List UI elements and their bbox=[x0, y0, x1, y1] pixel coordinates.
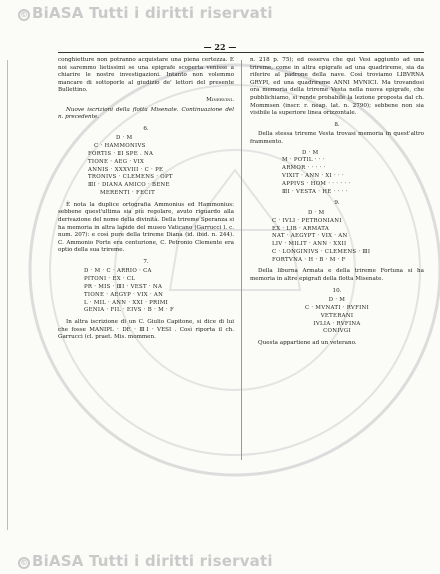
inscription-line: PR · MIS · ⅢI · VEST · NA bbox=[84, 284, 163, 291]
inscription-number-9: 9. bbox=[334, 200, 340, 207]
inscription-line: D · M bbox=[328, 297, 346, 304]
inscription-8 bbox=[250, 150, 424, 197]
left-column bbox=[58, 57, 234, 342]
right-paragraph-4: Questa appartiene ad un veterano. bbox=[258, 340, 357, 347]
inscription-line: D · M bbox=[116, 135, 133, 142]
inscription-line: TIONE · AEGYP · VIX · AN bbox=[84, 291, 164, 298]
inscription-line: ⅢI · VESTA · HE · · · · bbox=[282, 188, 348, 195]
inscription-line: ARMOR · · · · · bbox=[282, 165, 326, 172]
right-column bbox=[250, 57, 424, 348]
left-paragraph-3: In altra iscrizione di un C. Giulio Capitone, si dice di lui che fosse MANIPL · DE · ⅢI · VESI . Così riporta il ch. Garrucci (cl. praet. Mis. mommen. bbox=[58, 319, 234, 341]
copyright-icon: © bbox=[20, 10, 29, 19]
inscription-number-8: 8. bbox=[334, 121, 340, 128]
inscription-line: TRONIVS · CLEMENS · OPT bbox=[88, 174, 173, 181]
inscription-number-6: 6. bbox=[143, 125, 149, 132]
watermark-top bbox=[18, 4, 273, 22]
inscription-number-10: 10. bbox=[332, 287, 342, 294]
inscription-line: D · M bbox=[302, 149, 319, 156]
watermark-bottom-text: BiASA Tutti i diritti riservati bbox=[32, 552, 273, 570]
inscription-line: GENIA · FIL · EIVS · B · M · F bbox=[84, 307, 175, 314]
inscription-line: D · M bbox=[308, 209, 325, 216]
inscription-line: APPIVS · HOM · · · · · · bbox=[282, 180, 351, 187]
inscription-9 bbox=[250, 210, 424, 265]
inscription-line: VETERANI bbox=[320, 312, 354, 319]
inscription-line: CONIVGI bbox=[323, 328, 351, 335]
inscription-line: C · HAMMONIVS bbox=[94, 143, 146, 150]
inscription-line: EX · LIB · ARMATA bbox=[272, 225, 330, 232]
left-paragraph-1: conghietture non potranno acquistare una piena certezza. E noi saremmo lietissimi se una epigrafe scoperta venisse a chiarire le nostre investigazioni. Intanto non volemmo mancare di sottoporle al giudizio de' lettori del presente Bullettino. bbox=[58, 57, 234, 94]
watermark-bottom bbox=[18, 552, 273, 570]
inscription-line: C · MVNATI · RVFINI bbox=[304, 305, 370, 312]
inscription-line: PITONI · EX · CL bbox=[84, 276, 136, 283]
column-divider bbox=[241, 60, 242, 460]
inscription-6 bbox=[58, 135, 234, 197]
inscription-line: MERENTI · FECIT bbox=[100, 189, 156, 196]
inscription-line: IVLIA · RVFINA bbox=[313, 320, 361, 327]
inscription-10 bbox=[250, 297, 424, 336]
inscription-line: LIV · MILIT · ANN · XXII bbox=[272, 241, 347, 248]
right-paragraph-3: Della liburna Armata e della trireme Fortuna si ha memoria in altre epigrafi della flotta Misenate. bbox=[250, 268, 424, 283]
right-paragraph-1: n. 218 p. 75); ed osserva che qui Vesi aggiunto ad una trireme, come in altra epigrafe ad una quadrireme, sia da riferire al padrone della nave. Così troviamo LIBVRNA GRYPI, ed una quadrireme ANNI MVNICI. Ma trovandosi ora memoria della trireme Vesta nella nuova epigrafe, che pubblichiamo, si rende probabile la lezione proposta dal ch. Mommsen (inscr. r. neap. lat. n. 2790); sebbene non sia visibile la superiore linea orizzontale. bbox=[250, 57, 424, 117]
inscription-line: VIXIT · ANN · XI · · · bbox=[282, 172, 345, 179]
inscription-line: C · IVLI · PETRONIANI bbox=[272, 217, 342, 224]
inscription-line: D · M · C · ARRIO · CA bbox=[84, 268, 152, 275]
watermark-top-text: BiASA Tutti i diritti riservati bbox=[32, 4, 273, 22]
inscription-line: FORTVNA · H · B · M · F bbox=[272, 256, 346, 263]
header-rule bbox=[58, 52, 424, 53]
inscription-line: M · POTIL · · · bbox=[282, 157, 325, 164]
inscription-line: L · MIL · ANN · XXI · PRIMI bbox=[84, 299, 169, 306]
inscription-number-7: 7. bbox=[143, 258, 149, 265]
right-paragraph-2: Della stessa trireme Vesta trovasi memoria in quest'altro frammento. bbox=[250, 131, 424, 145]
page-edge-rule bbox=[7, 60, 8, 530]
inscription-line: FORTIS · ⅡI SPE . NA bbox=[88, 150, 154, 157]
inscription-line: ⅢI · DIANA AMICO · BENE bbox=[88, 182, 170, 189]
left-paragraph-2: È nota la duplice ortografia Ammonius ed Hammonius: sebbene quest'ultima sia più regolare, avuto riguardo alla derivazione del nome della divinità. Della trireme Speranza si ha memoria in altra lapide del museo Vaticano (Garrucci l. c. num. 207): e così pure della trireme Diana (id. ibid. n. 244). C. Ammonio Forte era centurione, C. Petronio Clemente era optio della sua trireme. bbox=[58, 201, 234, 254]
copyright-icon: © bbox=[20, 558, 29, 567]
section-heading: Nuove iscrizioni della flotta Misenate. Continuazione del n. precedente. bbox=[58, 106, 234, 121]
page-number: — 22 — bbox=[203, 42, 237, 52]
inscription-line: NAT · AEGYPT · VIX · AN bbox=[272, 233, 348, 240]
inscription-line: C · LONGINIVS · CLEMENS · ⅢI bbox=[272, 248, 371, 255]
author-signature: Minervini. bbox=[206, 96, 234, 103]
inscription-7 bbox=[58, 268, 234, 315]
inscription-line: ANNIS · XXXVIII · C · PE bbox=[88, 166, 164, 173]
inscription-line: TIONE · AEG · VIX bbox=[88, 158, 145, 165]
